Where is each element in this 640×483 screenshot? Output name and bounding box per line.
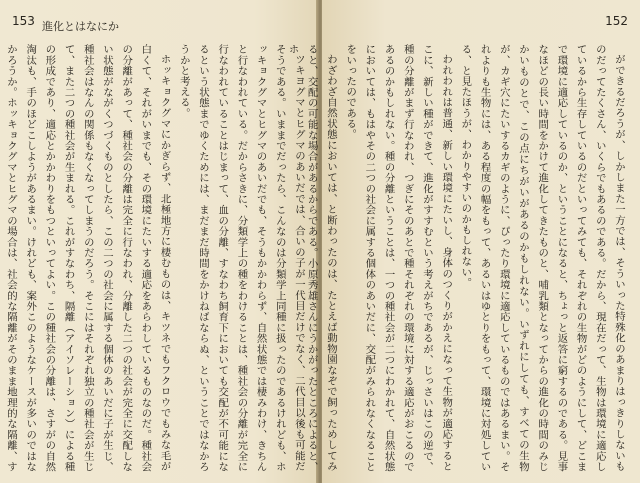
paragraph: ができるだろうが、しかしまた一方では、そういった特殊化のあまりはっきりしないものだってたくさん、いくらでもあるのである。だから、現在だって、生物は環境に適応しているから生存しているのだといってみても、それぞれの生物がどのようにして、どこまで環境に適応しているのか、ということになると、ちょっと返答に窮するのである。見事なほどの長い時間をかけて進化してきたものと、哺乳類となってからの進化の時間のみじかいものとで、この点にちがいがあるのかもしれない。いずれにしても、すべての生物が、カギ穴にたいするカギのように、ぴったり環境に適応しているものではあるまい。それよりも生物には、ある程度の幅をもって、あるいはゆとりをもって、環境に対処している、と見たほうが、わかりやすいのかもしれない。 [459,44,625,472]
right-page [286,0,640,483]
body-text [4,44,308,472]
running-head: 進化とはなにか [42,20,119,33]
paragraph: ツキヨグマとヒグマのあいだでは、合いの子が一代目だけでなく、二代目以後も可能だそうである。いままでだったら、こんなのは分類学上同種に扱ったのであるけれども、ホッキョクグマとヒグマのあいだでも、そうもかかわらず、自然状態では棲みわけ、きちんと行なわれている。だからさきに、分類学上の種をわけることは、種社会の分離が完全に行なわれていることはじまって、血の分離、すなわち飼育下においても交配が不可能になるという状態までゆくためには、まだまだ時間をかけねばならぬ、ということではなかろうかと考える。 [177,44,305,472]
page-number: 152 [605,14,628,28]
left-page [0,0,318,483]
paragraph: わざわざ自然状態においては、と断わったのは、たとえば動物園なぞで飼っためしてみると、交配の可能な場合があるからである。小原秀雄さんにうかがったところによると、ホ [286,44,337,472]
page-number: 153 [12,14,35,28]
body-text [286,44,628,472]
paragraph: われわれは普通、新しい環境にたいし、身体のつくりがかえになって生物が適応するとこに、新しい種ができて、進化がすすむという考えがちであるが、じっさいはこの逆で、種の分離がまず行なわれ、つぎにそのあとで種それぞれの環境に対する適応がおこるのであるのかもしれない。種の分離ということは、一つの種社会が二つにわかれて、自然状態においては、もはやその二つの社会に属する個体のあいだに、交配がみられなくなることをいったのである。 [344,44,453,472]
paragraph: ホッキョクグマにかぎらず、北極地方に棲むものは、キツネでもフクロウでもみな毛が白くて、それがいまでも、その環境にたいする適応をあらわしているものなのだ。種社会の分離があって、種社会の分離は完全に行なわれ、分離した二つの社会が完全に交配しない状態がながくつづくものとしたら、この二つの社会に属する個体のあいだに子が生じ、種社会はなんの関係もなくなってしまうのだろう。そこにはそれぞれ独立の種社会が生じて、また二つの種社会が生まれる。これがすなわち、隔離（アイソレーション）による種の形成であり、適応とかかわりをもつといってよい。この種社会の分離は、さすがの自然淘汰も、手のほどこしようがあるまい。けれども、案外このようなケースが多いのではなかろうか。ホッキョクグマとヒグマの場合は、社会的な隔離がそのまま地理的な隔離、す [4,44,171,472]
